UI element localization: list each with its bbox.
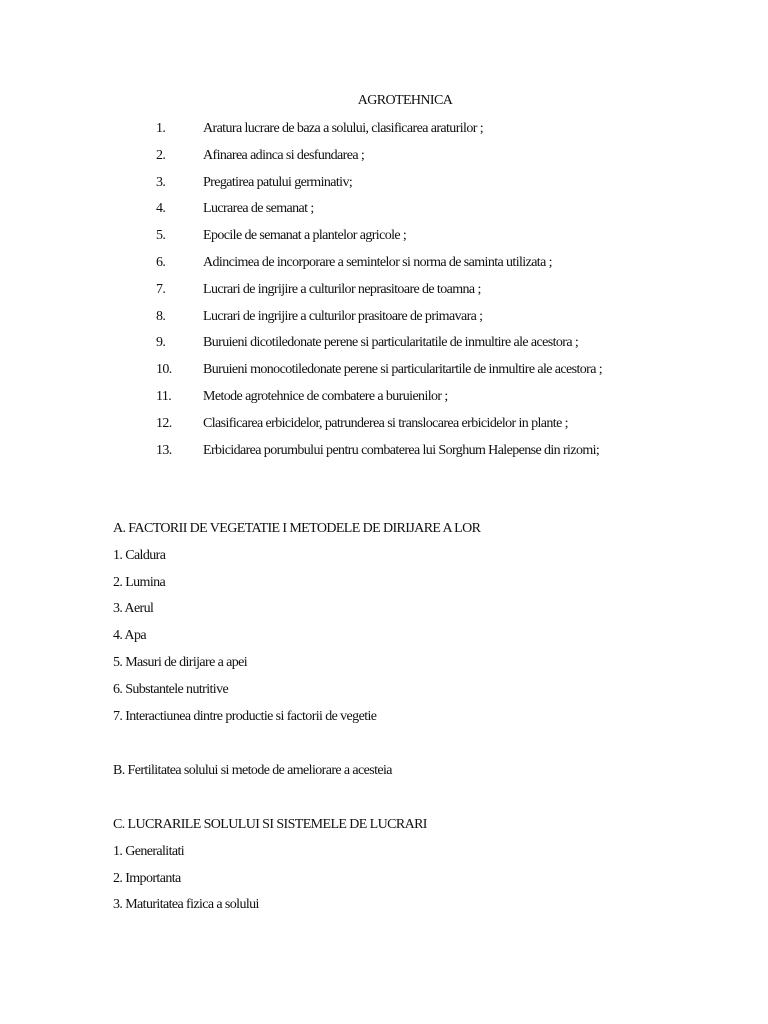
list-item (0, 280, 768, 307)
list-item-number: 4. (156, 201, 166, 217)
list-item-text: Erbicidarea porumbului pentru combaterea lui Sorghum Halepense din rizomi; (203, 442, 600, 458)
list-item (0, 360, 768, 387)
list-item-text: Buruieni monocotiledonate perene si particularitartile de inmultire ale acestora ; (203, 362, 603, 378)
list-item-number: 9. (156, 335, 166, 351)
list-item-number: 13. (156, 442, 172, 458)
list-item: 2. Lumina (113, 574, 166, 590)
section-b (113, 761, 753, 781)
list-item-number: 11. (156, 388, 172, 404)
list-item-text: Epocile de semanat a plantelor agricole ; (203, 228, 407, 244)
list-item-number: 12. (156, 415, 172, 431)
list-item-text: Lucrari de ingrijire a culturilor neprasitoare de toamna ; (203, 281, 481, 297)
list-item: 4. Apa (113, 628, 146, 644)
list-item (0, 414, 768, 441)
list-item: 2. Importanta (113, 870, 181, 886)
section-c-heading: C. LUCRARILE SOLULUI SI SISTEMELE DE LUCRARI (113, 817, 427, 832)
list-item (0, 146, 768, 173)
list-item-text: Adincimea de incorporare a semintelor si norma de saminta utilizata ; (203, 254, 552, 270)
list-item-number: 7. (156, 281, 166, 297)
list-item (0, 119, 768, 146)
list-item-text: Pregatirea patului germinativ; (203, 174, 353, 190)
list-item-text: Lucrari de ingrijire a culturilor prasitoare de primavara ; (203, 308, 483, 324)
list-item-number: 10. (156, 362, 172, 378)
list-item (0, 199, 768, 226)
list-item (0, 441, 768, 468)
list-item: 1. Caldura (113, 547, 166, 563)
section-a (113, 519, 753, 733)
section-c (113, 815, 753, 922)
list-item: 3. Maturitatea fizica a solului (113, 897, 259, 913)
section-c-list (113, 842, 753, 922)
document-title: AGROTEHNICA (357, 93, 453, 108)
list-item-number: 3. (156, 174, 166, 190)
list-item-text: Buruieni dicotiledonate perene si particularitatile de inmultire ale acestora ; (203, 335, 579, 351)
list-item-number: 6. (156, 254, 166, 270)
list-item (0, 226, 768, 253)
list-item-number: 8. (156, 308, 166, 324)
list-item (0, 253, 768, 280)
section-a-heading: A. FACTORII DE VEGETATIE I METODELE DE DIRIJARE A LOR (113, 521, 481, 536)
list-item-text: Lucrarea de semanat ; (203, 201, 314, 217)
list-item-text: Metode agrotehnice de combatere a buruienilor ; (203, 388, 448, 404)
section-a-list (113, 546, 753, 734)
list-item (0, 307, 768, 334)
list-item-text: Clasificarea erbicidelor, patrunderea si translocarea erbicidelor in plante ; (203, 415, 568, 431)
list-item-text: Afinarea adinca si desfundarea ; (203, 147, 365, 163)
topic-list (0, 119, 768, 467)
list-item-number: 2. (156, 147, 166, 163)
list-item: 1. Generalitati (113, 843, 185, 859)
section-b-heading: B. Fertilitatea solului si metode de ameliorare a acesteia (113, 763, 392, 778)
list-item: 5. Masuri de dirijare a apei (113, 654, 248, 670)
list-item: 6. Substantele nutritive (113, 681, 229, 697)
list-item (0, 173, 768, 200)
list-item-text: Aratura lucrare de baza a solului, clasificarea araturilor ; (203, 121, 483, 136)
list-item: 3. Aerul (113, 601, 154, 617)
list-item-number: 5. (156, 228, 166, 244)
list-item (0, 387, 768, 414)
list-item: 7. Interactiunea dintre productie si factorii de vegetie (113, 708, 377, 724)
list-item (0, 333, 768, 360)
list-item-number: 1. (156, 121, 166, 136)
